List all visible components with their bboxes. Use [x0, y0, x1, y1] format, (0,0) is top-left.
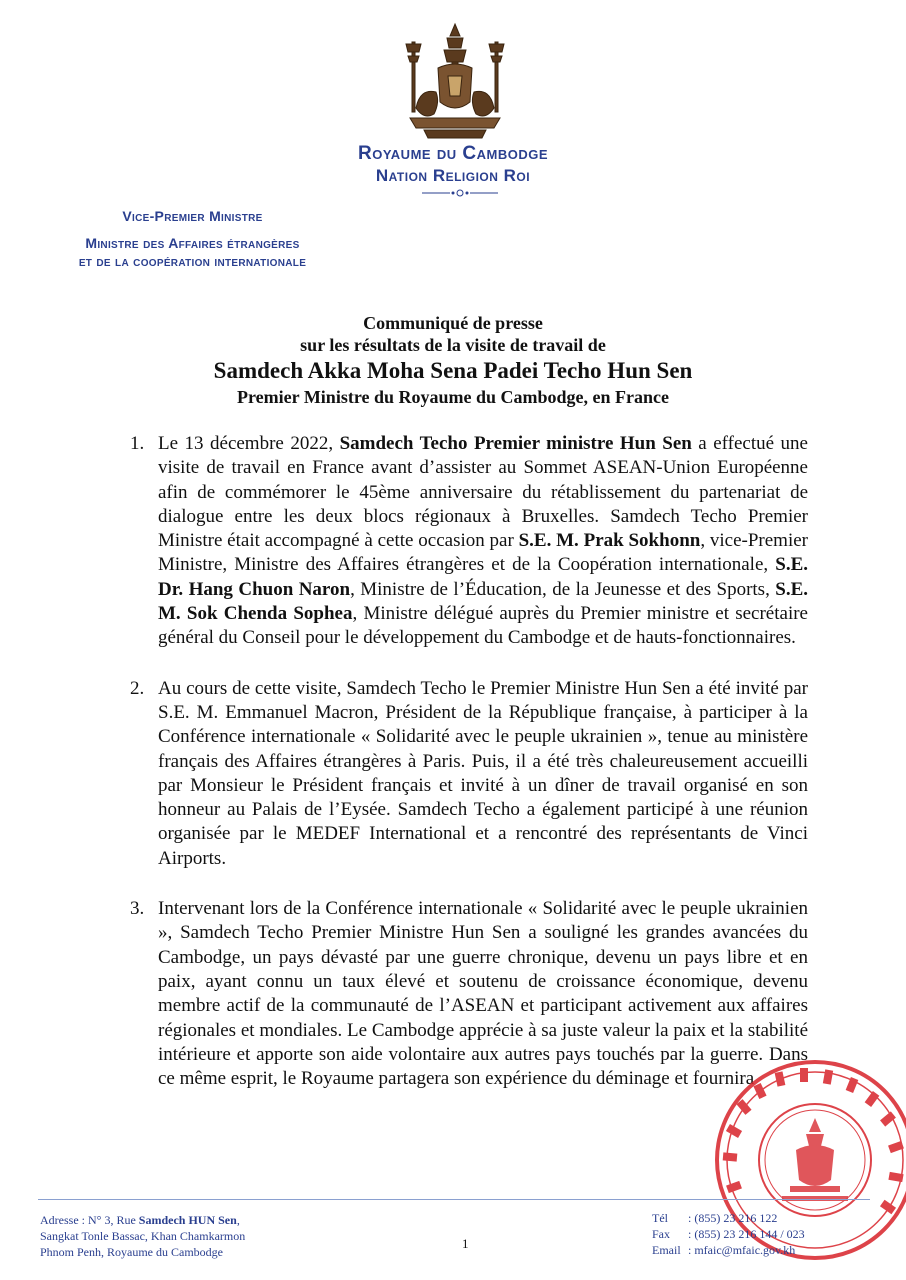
- address-line-3: Phnom Penh, Royaume du Cambodge: [40, 1245, 223, 1259]
- bold-name: S.E. M. Sok Chenda Sophea: [158, 578, 808, 625]
- text-segment: , Ministre de l’Éducation, de la Jeunesse et des Sports,: [350, 578, 776, 600]
- address-line-1: Adresse : N° 3, Rue Samdech HUN Sen,: [40, 1213, 240, 1227]
- contact-email: Email : mfaic@mfaic.gov.kh: [652, 1243, 796, 1257]
- bold-name: S.E. Dr. Hang Chuon Naron: [158, 554, 808, 600]
- text-segment: a effectué une visite de travail en France avant d’assister au Sommet ASEAN-Union Européenne afin de commémorer le 45ème anniversaire du rétablissement du partenariat de dialogue entre les deux blocs régionaux à Bruxelles. Samdech Techo Premier Ministre était accompagné à cette occasion par: [158, 433, 808, 552]
- text-segment: Intervenant lors de la Conférence internationale « Solidarité avec le peuple ukrainien », Samdech Techo Premier Ministre Hun Sen a souligné les grandes avancées du Cambodge, un pays dévasté par une guerre chronique, devenu un pays libre et en paix, ayant connu un taux élevé et soutenu de croissance économique, devenu membre actif de la communauté de l’ASEAN et participant activement aux affaires régionales et mondiales. Le Cambodge apprécie à sa juste valeur la paix et la stabilité intérieure et apporte son aide volontaire aux autres pays touchés par la guerre. Dans ce même esprit, le Royaume partagera son expérience du déminage et fournira: [158, 898, 808, 1090]
- text-segment: Le 13 décembre 2022,: [158, 433, 340, 454]
- footer-contact: [652, 1210, 805, 1258]
- title-line-3: Samdech Akka Moha Sena Padei Techo Hun Sen: [213, 358, 693, 383]
- press-release-title: [0, 312, 906, 408]
- title-line-1: Communiqué de presse: [363, 313, 543, 333]
- footer-address: [40, 1212, 245, 1260]
- title-line-4: Premier Ministre du Royaume du Cambodge, en France: [237, 387, 669, 407]
- address-line-2: Sangkat Tonle Bassac, Khan Chamkarmon: [40, 1229, 246, 1243]
- bold-name: Samdech Techo Premier ministre Hun Sen: [339, 433, 692, 454]
- contact-fax: Fax : (855) 23 216 144 / 023: [652, 1227, 805, 1241]
- footer-divider: [38, 1199, 870, 1200]
- text-segment: , vice-Premier Ministre, Ministre des Affaires étrangères et de la Coopération internationale,: [158, 530, 808, 576]
- page-number: 1: [462, 1236, 469, 1251]
- royal-emblem-icon: [390, 22, 520, 140]
- text-segment: Au cours de cette visite, Samdech Techo le Premier Ministre Hun Sen a été invité par S.E. M. Emmanuel Macron, Président de la République française, à participer à la Conférence internationale « Solidarité avec le peuple ukrainien », tenue au ministère français des Affaires étrangères à Paris. Puis, il a été très chaleureusement accueilli par Monsieur le Président français et invité à un dîner de travail organisé en son honneur au Palais de l’Eysée. Samdech Techo a également participé à une réunion organisée par le MEDEF International et a rencontré des représentants de Vinci Airports.: [158, 677, 808, 869]
- paragraph-number: 2.: [130, 677, 145, 699]
- contact-tel: Tél : (855) 23 216 122: [652, 1211, 778, 1225]
- kingdom-name: Royaume du Cambodge: [357, 143, 549, 164]
- ministry-name: [20, 234, 365, 270]
- ministry-title: Vice-Premier Ministre: [122, 208, 263, 224]
- ornament-divider-icon: [420, 188, 500, 198]
- paragraph-text: [158, 677, 808, 871]
- ministry-name-line-1: Ministre des Affaires étrangères: [85, 235, 300, 251]
- bold-name: S.E. M. Prak Sokhonn: [518, 530, 701, 552]
- text-segment: , Ministre délégué auprès du Premier ministre et secrétaire général du Conseil pour le développement du Cambodge et de hauts-fonctionnaires.: [158, 603, 808, 649]
- paragraph-text: [158, 432, 808, 651]
- paragraph-item: [118, 677, 808, 871]
- title-line-2: sur les résultats de la visite de travail de: [300, 335, 606, 355]
- national-motto: Nation Religion Roi: [375, 166, 531, 185]
- numbered-paragraph-list: [118, 432, 808, 1117]
- paragraph-item: [118, 432, 808, 651]
- ministry-name-line-2: et de la coopération internationale: [78, 253, 307, 269]
- paragraph-number: 1.: [130, 433, 145, 454]
- paragraph-number: 3.: [130, 898, 145, 920]
